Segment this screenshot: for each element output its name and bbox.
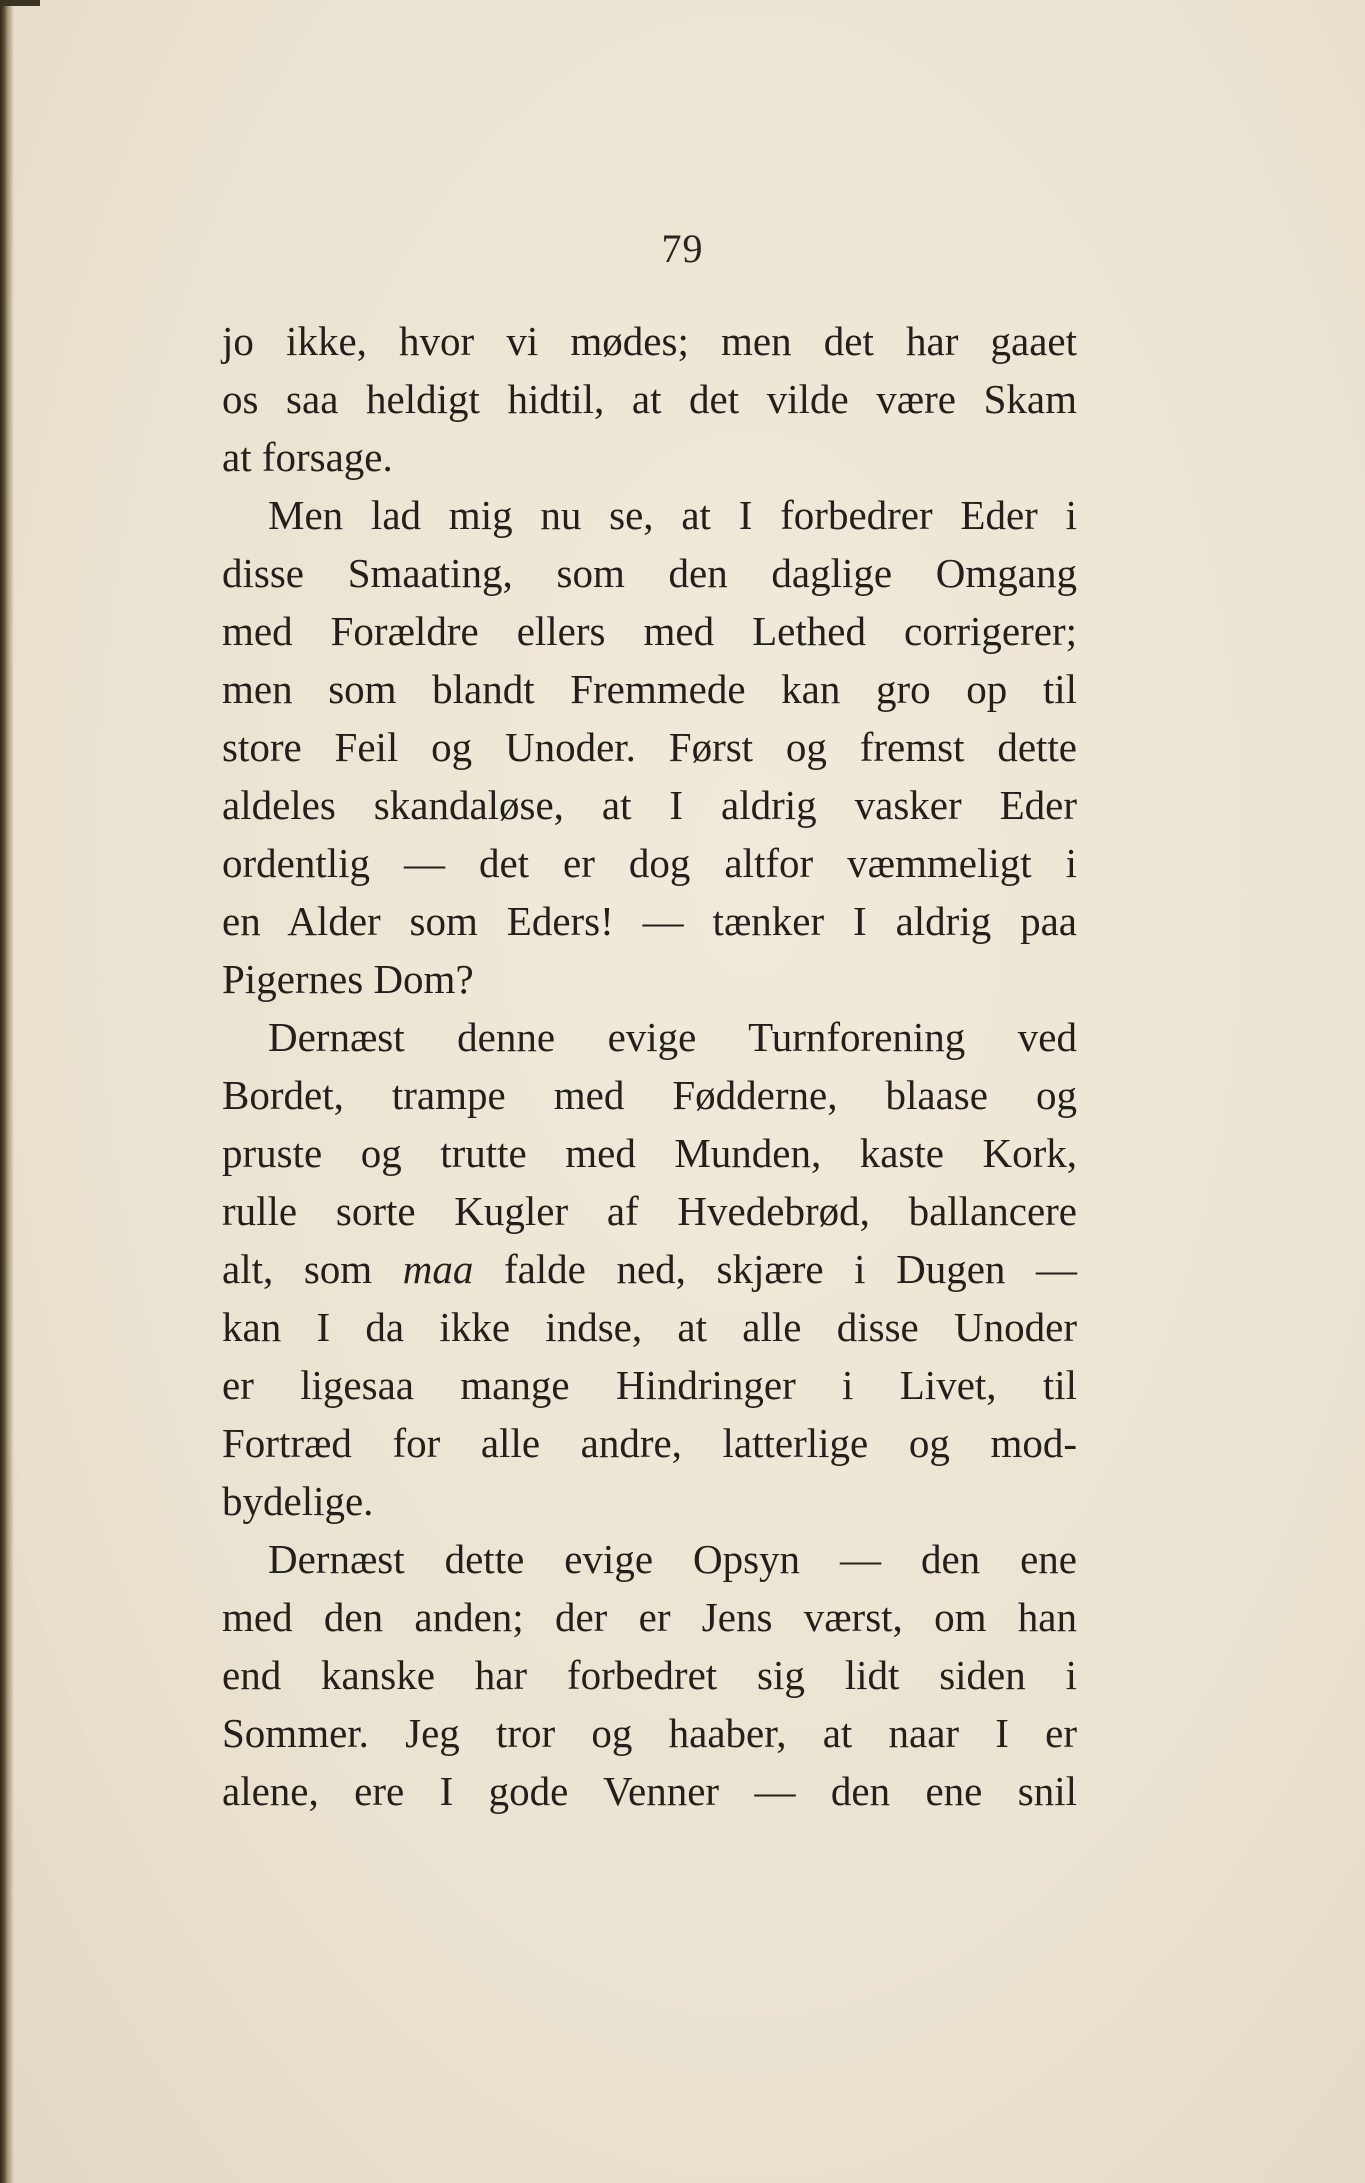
text-line: alene, ere I gode Venner — den ene snil (222, 1768, 1077, 1814)
page-number: 79 (661, 226, 704, 271)
corner-mark (0, 0, 40, 6)
text-line: Men lad mig nu se, at I forbedrer Eder i (268, 492, 1077, 538)
text-line: Pigernes Dom? (222, 956, 474, 1002)
text-line: disse Smaating, som den daglige Omgang (222, 550, 1077, 596)
binding-edge (0, 0, 14, 2183)
text-line: bydelige. (222, 1478, 374, 1524)
text-line: end kanske har forbedret sig lidt siden i (222, 1652, 1077, 1698)
text-line: Sommer. Jeg tror og haaber, at naar I er (222, 1710, 1077, 1756)
text-line: en Alder som Eders! — tænker I aldrig paa (222, 898, 1077, 944)
text-line: med den anden; der er Jens værst, om han (222, 1594, 1077, 1640)
text-line: Dernæst dette evige Opsyn — den ene (268, 1536, 1077, 1582)
text-line: Dernæst denne evige Turnforening ved (268, 1014, 1077, 1060)
text-line: store Feil og Unoder. Først og fremst dette (222, 724, 1077, 770)
text-line: Fortræd for alle andre, latterlige og mod- (222, 1420, 1077, 1466)
text-segment: alt, som (222, 1246, 403, 1292)
text-line: kan I da ikke indse, at alle disse Unoder (222, 1304, 1077, 1350)
text-line: aldeles skandaløse, at I aldrig vasker Eder (222, 782, 1077, 828)
text-line (222, 1240, 1077, 1298)
text-line: men som blandt Fremmede kan gro op til (222, 666, 1077, 712)
text-line: os saa heldigt hidtil, at det vilde være Skam (222, 376, 1077, 422)
text-line: jo ikke, hvor vi mødes; men det har gaaet (222, 318, 1077, 364)
italic-word: maa (402, 1246, 474, 1292)
text-line: rulle sorte Kugler af Hvedebrød, ballancere (222, 1188, 1077, 1234)
text-line: Bordet, trampe med Fødderne, blaase og (222, 1072, 1077, 1118)
body-text (222, 312, 1077, 1820)
text-line: er ligesaa mange Hindringer i Livet, til (222, 1362, 1077, 1408)
text-line: pruste og trutte med Munden, kaste Kork, (222, 1130, 1077, 1176)
text-line: at forsage. (222, 434, 393, 480)
text-line: med Forældre ellers med Lethed corrigerer; (222, 608, 1077, 654)
text-line: ordentlig — det er dog altfor væmmeligt i (222, 840, 1077, 886)
text-segment: falde ned, skjære i Dugen — (473, 1246, 1077, 1292)
